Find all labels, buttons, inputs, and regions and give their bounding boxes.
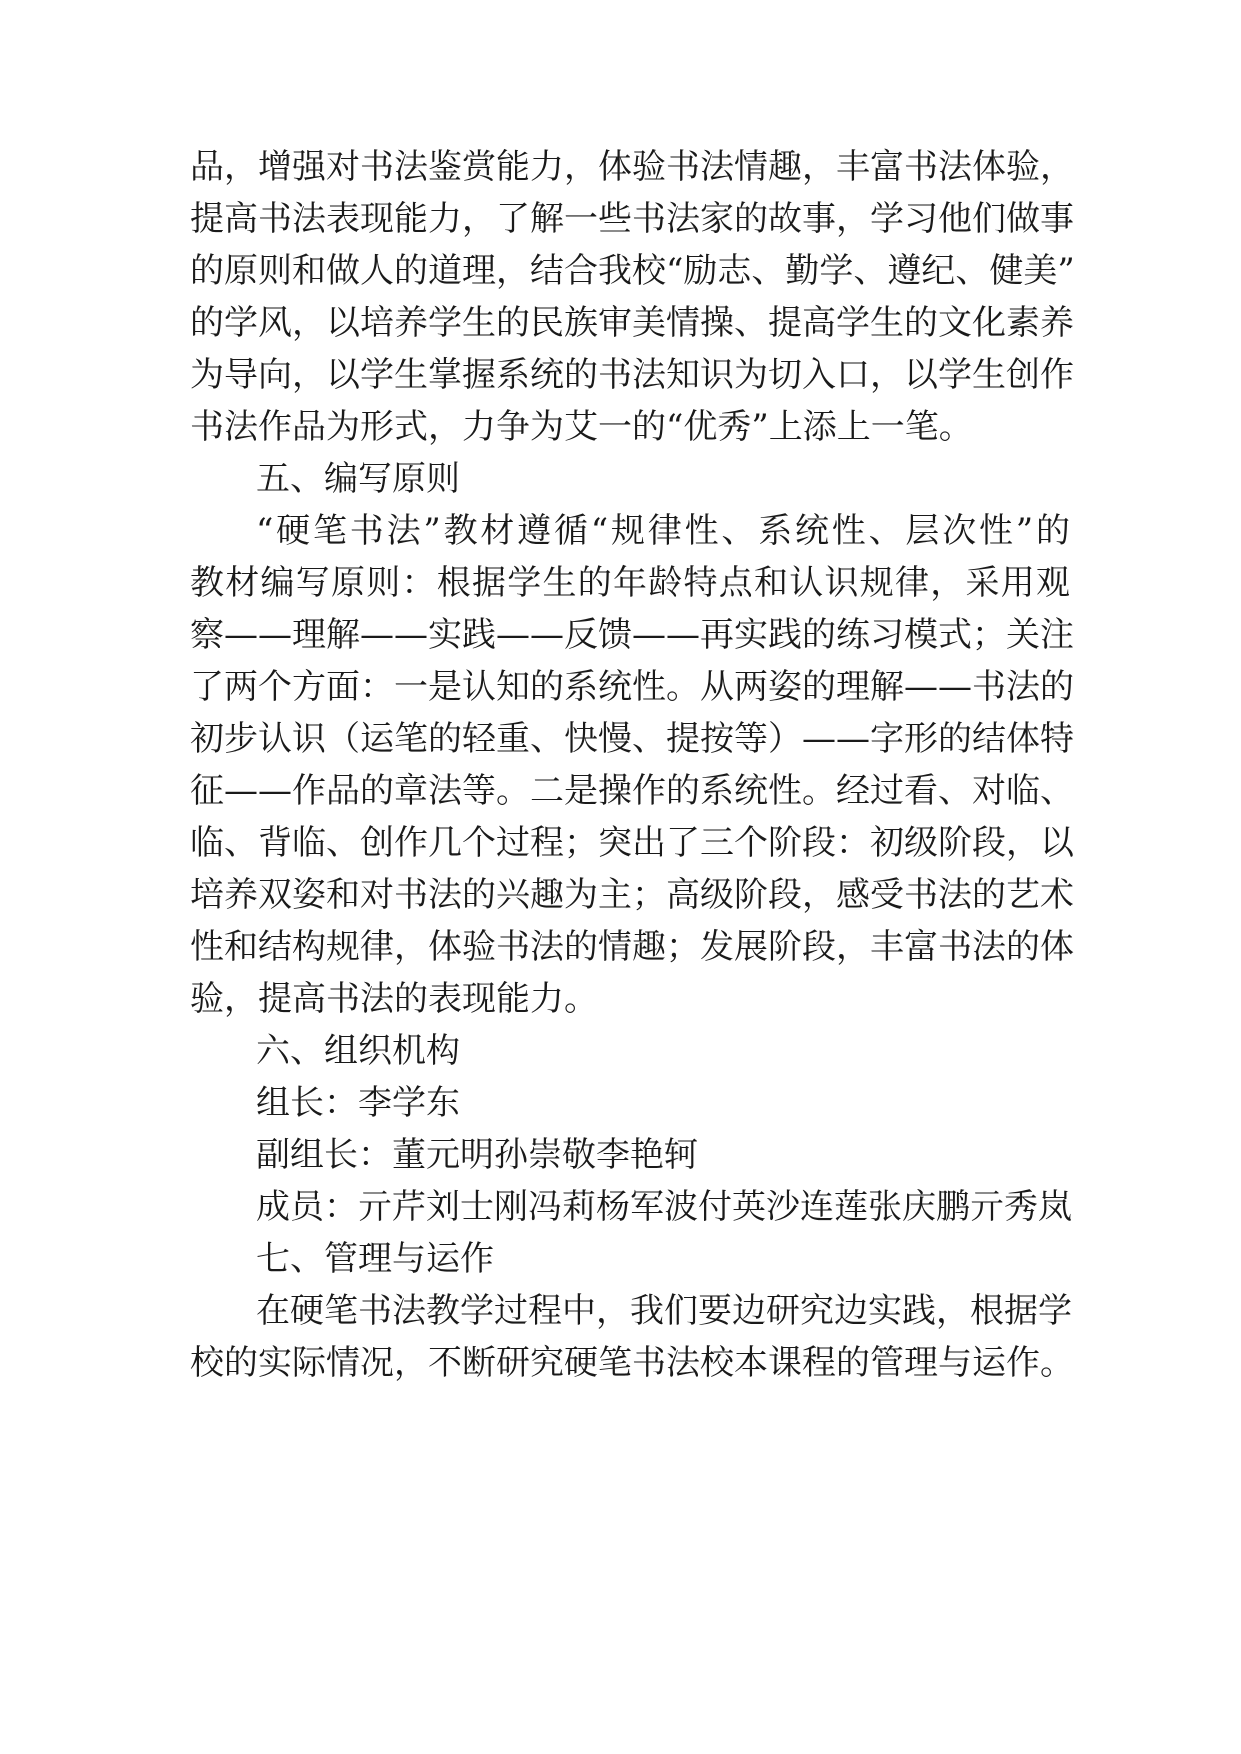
paragraph-line: 的原则和做人的道理，结合我校“励志、勤学、遵纪、健美” (190, 251, 1075, 291)
paragraph-line: 书法作品为形式，力争为艾一的“优秀”上添上一笔。 (190, 407, 973, 447)
section-heading: 五、编写原则 (256, 459, 460, 499)
paragraph-line: 性和结构规律，体验书法的情趣；发展阶段，丰富书法的体 (190, 927, 1074, 967)
leader-line: 组长：李学东 (256, 1083, 460, 1123)
paragraph-line: “硬笔书法”教材遵循“规律性、系统性、层次性”的 (256, 511, 1070, 551)
members-line: 成员：亓芹刘士刚冯莉杨军波付英沙连莲张庆鹏亓秀岚 (256, 1187, 1072, 1227)
paragraph-line: 初步认识（运笔的轻重、快慢、提按等）——字形的结体特 (190, 719, 1074, 759)
paragraph-line: 了两个方面：一是认知的系统性。从两姿的理解——书法的 (190, 667, 1074, 707)
paragraph-line: 在硬笔书法教学过程中，我们要边研究边实践，根据学 (256, 1291, 1072, 1331)
paragraph-line: 察——理解——实践——反馈——再实践的练习模式；关注 (190, 615, 1074, 655)
paragraph-line: 验，提高书法的表现能力。 (190, 979, 598, 1019)
section-heading: 七、管理与运作 (256, 1239, 494, 1279)
paragraph-line: 品，增强对书法鉴赏能力，体验书法情趣，丰富书法体验， (190, 147, 1074, 187)
paragraph-line: 征——作品的章法等。二是操作的系统性。经过看、对临、 (190, 771, 1074, 811)
paragraph-line: 教材编写原则：根据学生的年龄特点和认识规律，采用观 (190, 563, 1070, 603)
paragraph-line: 培养双姿和对书法的兴趣为主；高级阶段，感受书法的艺术 (190, 875, 1074, 915)
paragraph-line: 的学风，以培养学生的民族审美情操、提高学生的文化素养 (190, 303, 1074, 343)
paragraph-line: 提高书法表现能力，了解一些书法家的故事，学习他们做事 (190, 199, 1074, 239)
paragraph-line: 为导向，以学生掌握系统的书法知识为切入口，以学生创作 (190, 355, 1074, 395)
paragraph-line: 临、背临、创作几个过程；突出了三个阶段：初级阶段，以 (190, 823, 1074, 863)
deputy-leader-line: 副组长：董元明孙崇敬李艳轲 (256, 1135, 698, 1175)
section-heading: 六、组织机构 (256, 1031, 460, 1071)
paragraph-line: 校的实际情况，不断研究硬笔书法校本课程的管理与运作。 (190, 1343, 1074, 1383)
